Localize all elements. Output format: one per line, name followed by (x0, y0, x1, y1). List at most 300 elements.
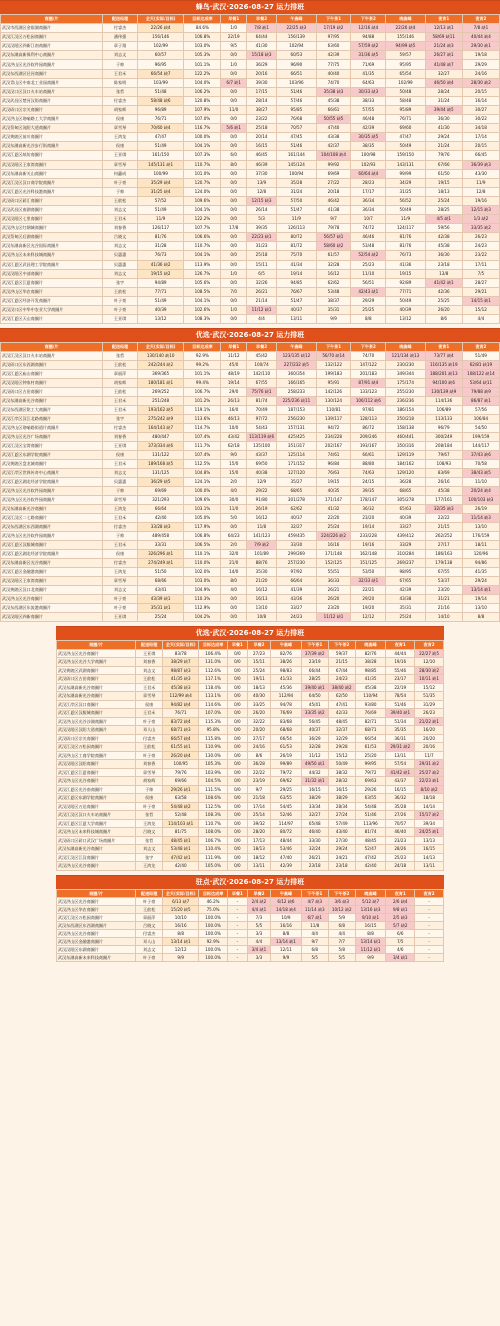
value-cell: 230/230 (386, 361, 425, 370)
table-row[interactable] (57, 945, 444, 953)
table-row[interactable] (1, 379, 500, 388)
value-cell: 66/61 (316, 105, 351, 114)
manager-cell: 侯康 (103, 550, 138, 559)
table-row[interactable] (1, 568, 500, 577)
value-cell: 48/19 (221, 370, 247, 379)
value-cell: 69/62 (271, 777, 302, 786)
value-cell: 67/44 (328, 666, 355, 675)
table-row[interactable] (57, 692, 444, 701)
table-row[interactable] (57, 897, 444, 905)
table-row[interactable] (1, 269, 500, 278)
value-cell: 51/48 (137, 87, 183, 96)
table-row[interactable] (57, 768, 444, 777)
table-row[interactable] (1, 178, 500, 187)
column-header[interactable]: 目标达成率 (184, 343, 221, 352)
table-row[interactable] (1, 550, 500, 559)
value-cell: 29/21 (462, 287, 499, 296)
value-cell: 69/66 (163, 777, 199, 786)
column-header[interactable]: 早餐1 (227, 641, 247, 650)
value-cell: 31/32 缺1 (301, 777, 328, 786)
value-cell: 13/14 缺1 (163, 937, 199, 945)
table-row[interactable] (1, 51, 500, 60)
value-cell: 227/232 缺5 (277, 361, 316, 370)
value-cell: 41/34 (277, 260, 316, 269)
column-header[interactable]: 下午茶1 (301, 641, 328, 650)
value-cell: 96/89 (137, 105, 183, 114)
table-row[interactable] (57, 717, 444, 726)
value-cell: 40/35 (316, 487, 351, 496)
column-header[interactable]: 早餐2 (247, 641, 270, 650)
value-cell: 110.7% (184, 242, 221, 251)
value-cell: 32/27 (277, 523, 316, 532)
table-row[interactable] (1, 505, 500, 514)
value-cell: 113.6% (184, 415, 221, 424)
header-row (57, 889, 444, 897)
value-cell: 113.1% (199, 692, 228, 701)
value-cell: 96/79 (425, 424, 462, 433)
column-header[interactable]: 午高峰 (277, 15, 316, 24)
table-row[interactable] (1, 306, 500, 315)
value-cell: 94/86 (462, 559, 499, 568)
table-row[interactable] (1, 33, 500, 42)
column-header[interactable]: 配送经理 (103, 15, 138, 24)
value-cell: 32/27 (301, 811, 328, 820)
value-cell: 9/7 (247, 785, 270, 794)
value-cell: 83/68 (271, 717, 302, 726)
table-row[interactable] (1, 115, 500, 124)
value-cell: 23/20 (316, 604, 351, 613)
value-cell: 41/30 (425, 124, 462, 133)
value-cell: 11/7 (415, 751, 444, 760)
table-row[interactable] (57, 836, 444, 845)
value-cell: 0/0 (221, 87, 247, 96)
value-cell: 0/0 (227, 828, 247, 837)
shop-name-cell: 武汉黄陂区汉口北商圈片 (1, 586, 103, 595)
column-header[interactable]: 夜宵1 (386, 889, 415, 897)
table-row[interactable] (1, 205, 500, 214)
column-header[interactable]: 目标达成率 (184, 15, 221, 24)
value-cell: 33/30 (277, 541, 316, 550)
value-cell: 24/23 (277, 613, 316, 622)
table-row[interactable] (1, 233, 500, 242)
table-row[interactable] (1, 604, 500, 613)
value-cell: 16/15 (328, 785, 355, 794)
value-cell: 46/46 (351, 233, 386, 242)
value-cell: 130/139 缺9 (425, 388, 462, 397)
value-cell: 123/135 缺12 (277, 352, 316, 361)
column-header[interactable]: 夜宵2 (415, 889, 444, 897)
table-row[interactable] (57, 700, 444, 709)
table-row[interactable] (1, 242, 500, 251)
value-cell: 32/22 (247, 717, 270, 726)
table-row[interactable] (1, 433, 500, 442)
column-header[interactable]: 商圈/片 (57, 889, 136, 897)
table-row[interactable] (1, 151, 500, 160)
value-cell: 58/60 缺2 (316, 242, 351, 251)
table-row[interactable] (1, 469, 500, 478)
value-cell: 202/167 (316, 442, 351, 451)
value-cell: - (227, 929, 247, 937)
table-row[interactable] (1, 69, 500, 78)
table-row[interactable] (1, 215, 500, 224)
shop-name-cell: 武汉洪山区光谷商圈片 (57, 777, 136, 786)
column-header[interactable]: 下午茶1 (316, 15, 351, 24)
table-row[interactable] (1, 169, 500, 178)
value-cell: 29/28 (328, 743, 355, 752)
value-cell: 51/49 (462, 352, 499, 361)
table-row[interactable] (57, 675, 444, 684)
column-header[interactable]: 下午茶2 (351, 343, 386, 352)
value-cell: 105.0% (184, 514, 221, 523)
value-cell: 0/0 (221, 96, 247, 105)
column-header[interactable]: 下午茶1 (301, 889, 328, 897)
value-cell: 20/18 (316, 187, 351, 196)
table-row[interactable] (57, 709, 444, 718)
table-row[interactable] (57, 683, 444, 692)
table-row[interactable] (1, 315, 500, 324)
table-row[interactable] (1, 388, 500, 397)
value-cell: 0/0 (221, 205, 247, 214)
table-row[interactable] (57, 905, 444, 913)
value-cell: 2/0 (221, 541, 247, 550)
table-row[interactable] (57, 811, 444, 820)
value-cell: - (227, 937, 247, 945)
value-cell: 8/8 (462, 613, 499, 622)
table-row[interactable] (57, 913, 444, 921)
value-cell: 480/447 (137, 433, 183, 442)
value-cell: 92.9% (199, 937, 228, 945)
table-row[interactable] (1, 370, 500, 379)
column-header[interactable]: 全天(实际/目标) (163, 889, 199, 897)
value-cell: - (227, 905, 247, 913)
shop-name-cell: 武汉洪山区光谷软件园商圈片 (1, 496, 103, 505)
shop-name-cell: 武汉东西湖区铭工大商圈片 (1, 406, 103, 415)
table-row[interactable] (57, 845, 444, 854)
header-row (57, 641, 444, 650)
column-header[interactable]: 商圈/片 (57, 641, 136, 650)
value-cell: 65/54 (386, 69, 425, 78)
table-row[interactable] (1, 224, 500, 233)
value-cell: 68/66 (137, 577, 183, 586)
table-row[interactable] (1, 160, 500, 169)
column-header[interactable]: 夜宵2 (415, 641, 444, 650)
value-cell: 51/49 (137, 142, 183, 151)
value-cell: 51/35 (415, 692, 444, 701)
table-row[interactable] (1, 278, 500, 287)
table-row[interactable] (1, 424, 500, 433)
value-cell: 120/96 (462, 550, 499, 559)
value-cell: 26/20 (247, 709, 270, 718)
column-header[interactable]: 全天(实际/目标) (137, 15, 183, 24)
value-cell: 40/39 (137, 306, 183, 315)
value-cell: 56/70 缺14 (316, 352, 351, 361)
table-row[interactable] (1, 577, 500, 586)
value-cell: 69/69 (316, 169, 351, 178)
value-cell: 39/32 (247, 819, 270, 828)
table-row[interactable] (57, 937, 444, 945)
table-row[interactable] (1, 142, 500, 151)
value-cell: 25/18 (246, 251, 276, 260)
column-header[interactable]: 下午茶2 (328, 641, 355, 650)
manager-cell: 叶子豪 (136, 953, 163, 961)
value-cell: 95/91 (316, 379, 351, 388)
table-row[interactable] (57, 743, 444, 752)
value-cell: 46/39 (246, 160, 276, 169)
table-row[interactable] (1, 196, 500, 205)
table-row[interactable] (57, 862, 444, 871)
value-cell: 17/14 (247, 802, 270, 811)
value-cell: 178/147 (351, 496, 386, 505)
column-header[interactable]: 目标达成率 (199, 641, 228, 650)
table-row[interactable] (1, 451, 500, 460)
value-cell: 22/22 (425, 514, 462, 523)
value-cell: 5/8 (328, 945, 355, 953)
column-header[interactable]: 夜宵1 (425, 15, 462, 24)
column-header[interactable]: 夜宵1 (386, 641, 415, 650)
column-header[interactable]: 午高峰 (271, 889, 302, 897)
column-header[interactable]: 全天(实际/目标) (137, 343, 183, 352)
value-cell: 31/21 (425, 595, 462, 604)
value-cell: 46/48 (351, 115, 386, 124)
column-header[interactable]: 午高峰 (271, 641, 302, 650)
table-row[interactable] (1, 397, 500, 406)
table-row[interactable] (1, 532, 500, 541)
value-cell: 155/146 (386, 33, 425, 42)
value-cell: 61/53 (355, 743, 386, 752)
column-header[interactable]: 晚高峰 (386, 15, 425, 24)
column-header[interactable]: 夜宵2 (462, 343, 499, 352)
value-cell: 61/55 缺1 (163, 743, 199, 752)
value-cell: 12/16 缺4 (351, 24, 386, 33)
column-header[interactable]: 早餐1 (221, 343, 247, 352)
value-cell: 53/48 缺1 (163, 845, 199, 854)
table-row[interactable] (57, 785, 444, 794)
table-row[interactable] (1, 487, 500, 496)
table-row[interactable] (1, 352, 500, 361)
value-cell: 199/159 (462, 433, 499, 442)
value-cell: 86/72 (351, 424, 386, 433)
value-cell: 109.6% (184, 196, 221, 205)
value-cell: 22/19 (221, 33, 247, 42)
value-cell: 8/6 (425, 315, 462, 324)
table-row[interactable] (57, 649, 444, 658)
value-cell: 104.0% (184, 78, 221, 87)
manager-cell: 张哲 (136, 811, 163, 820)
table-row[interactable] (1, 124, 500, 133)
column-header[interactable]: 早餐2 (246, 343, 276, 352)
table-row[interactable] (1, 287, 500, 296)
column-header[interactable]: 早餐2 (246, 15, 276, 24)
column-header[interactable]: 配送经理 (103, 343, 138, 352)
table-row[interactable] (1, 133, 500, 142)
table-row[interactable] (57, 751, 444, 760)
value-cell: 489/458 (137, 532, 183, 541)
shop-name-cell: 武汉洪山区光谷广场商圈片 (1, 433, 103, 442)
table-row[interactable] (1, 559, 500, 568)
table-row[interactable] (1, 613, 500, 622)
value-cell: 51/49 (137, 296, 183, 305)
table-row[interactable] (1, 586, 500, 595)
column-header[interactable]: 配送经理 (136, 889, 163, 897)
value-cell: 40/39 (386, 306, 425, 315)
value-cell: 0/0 (227, 700, 247, 709)
value-cell: 26/27 缺1 (425, 51, 462, 60)
shop-name-cell: 武汉江汉区万松园商圈片 (57, 913, 136, 921)
value-cell: 95/85 (277, 105, 316, 114)
value-cell: - (227, 921, 247, 929)
value-cell: 26/21 (246, 287, 276, 296)
value-cell: 29/26 缺1 (163, 785, 199, 794)
value-cell: 104.9% (184, 586, 221, 595)
shop-name-cell: 武汉硚口区古田商圈片 (57, 675, 136, 684)
shop-name-cell: 武汉东西湖区东流港商圈片 (1, 604, 103, 613)
table-row[interactable] (1, 78, 500, 87)
value-cell: 26/19 (462, 505, 499, 514)
column-header[interactable]: 目标达成率 (199, 889, 228, 897)
manager-cell: 刘志文 (136, 845, 163, 854)
column-header[interactable]: 商圈/片 (1, 15, 103, 24)
value-cell: 0/0 (221, 169, 247, 178)
column-header[interactable]: 晚高峰 (355, 641, 386, 650)
value-cell: 103.1% (184, 505, 221, 514)
value-cell: 55/46 (386, 666, 415, 675)
value-cell: 73/77 缺4 (425, 352, 462, 361)
value-cell: 70/58 (462, 460, 499, 469)
value-cell: 3/3 (247, 929, 270, 937)
table-row[interactable] (1, 406, 500, 415)
table-row[interactable] (1, 105, 500, 114)
table-row[interactable] (57, 953, 444, 961)
value-cell: 36/28 (386, 478, 425, 487)
shop-name-cell: 武汉洪山区未来科技城商圈片 (57, 828, 136, 837)
value-cell: 16/16 (316, 541, 351, 550)
table-row[interactable] (57, 777, 444, 786)
column-header[interactable]: 商圈/片 (1, 343, 103, 352)
value-cell: 29/20 (351, 595, 386, 604)
column-header[interactable]: 下午茶2 (328, 889, 355, 897)
table-row[interactable] (1, 24, 500, 33)
table-row[interactable] (1, 361, 500, 370)
value-cell: 98/85 (355, 666, 386, 675)
table-row[interactable] (57, 828, 444, 837)
table-row[interactable] (1, 460, 500, 469)
value-cell: 19/16 (351, 541, 386, 550)
table-row[interactable] (57, 726, 444, 735)
value-cell: 108.6% (199, 794, 228, 803)
column-header[interactable]: 早餐2 (247, 889, 270, 897)
value-cell: 108.3% (184, 315, 221, 324)
value-cell: 36/30 (425, 251, 462, 260)
table-row[interactable] (1, 523, 500, 532)
column-header[interactable]: 夜宵1 (425, 343, 462, 352)
value-cell: 81/74 (246, 397, 276, 406)
column-header[interactable]: 午高峰 (277, 343, 316, 352)
value-cell: 38/37 (316, 296, 351, 305)
value-cell: 94/85 (277, 278, 316, 287)
value-cell: 56/51 (351, 278, 386, 287)
value-cell: 27/23 (247, 649, 270, 658)
value-cell: 242/244 缺2 (137, 361, 183, 370)
table-row[interactable] (1, 514, 500, 523)
value-cell: 23/17 (386, 675, 415, 684)
table-row[interactable] (57, 734, 444, 743)
table-row[interactable] (57, 853, 444, 862)
value-cell: 29/30 缺1 (462, 42, 499, 51)
table-row[interactable] (1, 541, 500, 550)
value-cell: 131/125 (137, 469, 183, 478)
value-cell: 120.7% (184, 178, 221, 187)
value-cell: 13/8 (425, 269, 462, 278)
table-row[interactable] (1, 187, 500, 196)
table-row[interactable] (57, 929, 444, 937)
column-header[interactable]: 夜宵2 (462, 15, 499, 24)
table-row[interactable] (1, 251, 500, 260)
table-row[interactable] (1, 478, 500, 487)
value-cell: 42/39 (351, 124, 386, 133)
value-cell: 19/15 缺2 (137, 269, 183, 278)
column-header[interactable]: 下午茶1 (316, 343, 351, 352)
table-row[interactable] (1, 496, 500, 505)
column-header[interactable]: 晚高峰 (386, 343, 425, 352)
shop-name-cell: 武汉汉阳区王家湾商圈片 (1, 160, 103, 169)
table-row[interactable] (1, 442, 500, 451)
value-cell: 12/8 (462, 187, 499, 196)
table-row[interactable] (1, 42, 500, 51)
value-cell: 57/55 (351, 105, 386, 114)
shop-name-cell: 武汉江汉区汉口火车站商圈片 (1, 352, 103, 361)
value-cell: 101/89 (246, 550, 276, 559)
table-row[interactable] (1, 415, 500, 424)
value-cell: 29/31 缺2 (386, 743, 415, 752)
value-cell: 98/87 缺3 (163, 666, 199, 675)
value-cell: 9/8 缺1 (386, 905, 415, 913)
column-header[interactable]: 早餐1 (221, 15, 247, 24)
column-header[interactable]: 下午茶2 (351, 15, 386, 24)
value-cell: 74/61 (316, 451, 351, 460)
table-row[interactable] (57, 760, 444, 769)
table-row[interactable] (1, 87, 500, 96)
table-row[interactable] (1, 296, 500, 305)
table-row[interactable] (1, 260, 500, 269)
value-cell: 9/9 (316, 315, 351, 324)
value-cell: 56/45 (301, 717, 328, 726)
value-cell: 28/26 (386, 845, 415, 854)
table-row[interactable] (1, 595, 500, 604)
schedule-table (0, 342, 500, 622)
value-cell: 32/24 (301, 845, 328, 854)
table-row[interactable] (1, 96, 500, 105)
value-cell: 16/15 (301, 785, 328, 794)
table-row[interactable] (57, 666, 444, 675)
column-header[interactable]: 早餐1 (227, 889, 247, 897)
column-header[interactable]: 晚高峰 (355, 889, 386, 897)
value-cell: 0/0 (221, 69, 247, 78)
column-header[interactable]: 配送经理 (136, 641, 163, 650)
value-cell: 17/13 (247, 836, 270, 845)
column-header[interactable]: 全天(实际/目标) (163, 641, 199, 650)
table-row[interactable] (57, 921, 444, 929)
manager-cell: 贝惠惠 (103, 251, 138, 260)
value-cell: 24/18 (386, 862, 415, 871)
table-row[interactable] (57, 794, 444, 803)
value-cell: 12/12 (351, 613, 386, 622)
shop-name-cell: 武汉江汉区宝湾商圈片 (1, 442, 103, 451)
table-row[interactable] (57, 819, 444, 828)
table-row[interactable] (57, 802, 444, 811)
value-cell: 14/18 缺4 (271, 905, 302, 913)
table-row[interactable] (1, 60, 500, 69)
table-row[interactable] (57, 658, 444, 667)
